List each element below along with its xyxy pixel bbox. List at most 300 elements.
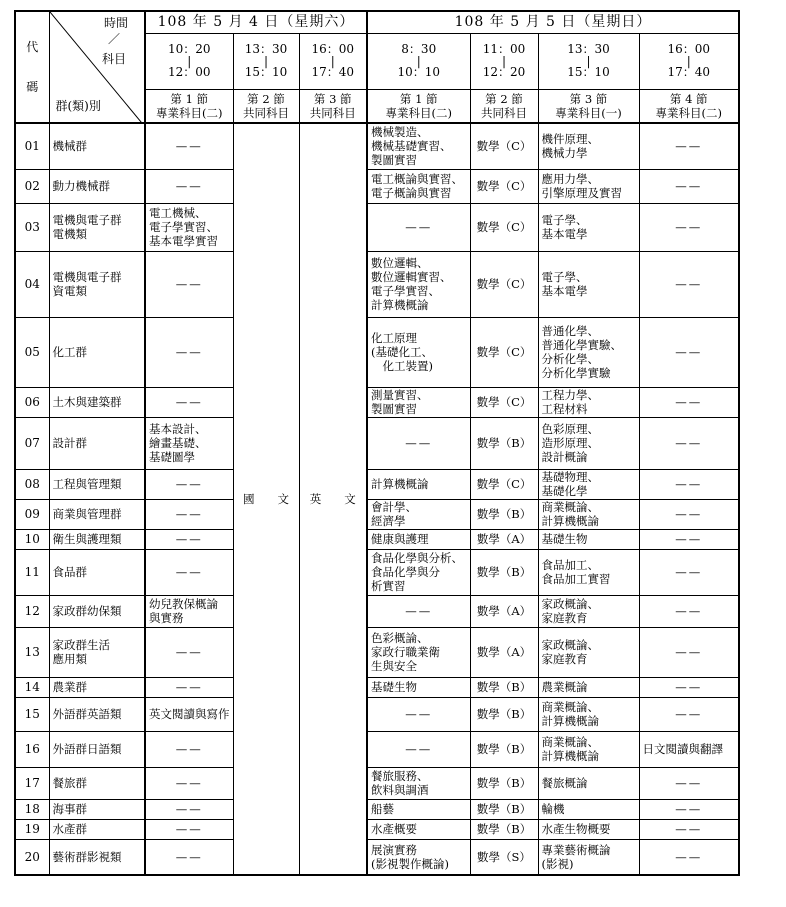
group-name xyxy=(49,731,145,767)
cell-line: (影視) xyxy=(541,856,574,871)
cell-line: 展演實務 xyxy=(371,842,417,857)
group-name xyxy=(49,799,145,819)
d1-s1-subject xyxy=(145,251,233,317)
session-label-2 xyxy=(233,89,299,123)
d2-s1-subject xyxy=(367,595,470,627)
d2-s1-subject xyxy=(367,317,470,387)
group-code: 18 xyxy=(15,799,49,819)
cell-line: —— xyxy=(675,220,703,234)
d2-s2-math: 數學（A） xyxy=(470,529,538,549)
cell-line: —— xyxy=(175,345,203,359)
session-type: 共同科目 xyxy=(481,105,527,120)
time-bar: | xyxy=(416,54,421,68)
d1-s1-subject xyxy=(145,123,233,169)
d2-s3-subject xyxy=(538,767,639,799)
cell-line: —— xyxy=(175,802,203,816)
cell-line: —— xyxy=(175,179,203,193)
cell-line: 計算機概論 xyxy=(371,298,429,312)
session-number: 第 4 節 xyxy=(669,91,708,106)
session-label-1 xyxy=(145,89,233,123)
cell-line: 普通化學、 xyxy=(541,324,599,338)
cell-line: 電子概論與實習 xyxy=(371,186,452,200)
cell-line: 英文閱讀與寫作 xyxy=(149,707,230,721)
cell-line: 商業概論、 xyxy=(541,500,599,514)
d2-s2-math: 數學（B） xyxy=(470,767,538,799)
cell-line: 基礎化學 xyxy=(541,484,588,498)
d2-s4-subject xyxy=(639,799,739,819)
cell-line: —— xyxy=(675,532,703,546)
cell-line: 基礎物理、 xyxy=(541,470,599,484)
d2-s1-subject xyxy=(367,203,470,251)
cell-line: —— xyxy=(175,507,203,521)
session-time-7 xyxy=(639,33,739,89)
cell-line: 應用類 xyxy=(52,652,87,666)
session-number: 第 2 節 xyxy=(247,91,285,106)
cell-line: —— xyxy=(175,277,203,291)
cell-line: —— xyxy=(675,139,703,154)
group-name xyxy=(49,469,145,499)
cell-line: 食品化學與分 xyxy=(371,565,440,579)
corner-slash: ／ xyxy=(107,32,120,46)
group-code: 06 xyxy=(15,387,49,417)
cell-line: —— xyxy=(405,742,433,756)
time-start: 13：30 xyxy=(567,42,610,56)
d2-s3-subject xyxy=(538,387,639,417)
d1-s1-subject xyxy=(145,317,233,387)
cell-line: 家政概論、 xyxy=(541,597,599,611)
group-code: 12 xyxy=(15,595,49,627)
cell-line: 數位邏輯、 xyxy=(371,256,429,270)
cell-line: 商業概論、 xyxy=(541,700,599,714)
d2-s3-subject xyxy=(538,317,639,387)
cell-line: —— xyxy=(175,395,203,409)
d2-s4-subject xyxy=(639,697,739,731)
group-name xyxy=(49,169,145,203)
time-bar: | xyxy=(686,54,691,68)
cell-line: —— xyxy=(675,680,703,694)
group-code: 04 xyxy=(15,251,49,317)
cell-line: 工程與管理類 xyxy=(52,477,122,491)
cell-line: 基本電學 xyxy=(541,284,588,298)
d2-s2-math: 數學（B） xyxy=(470,417,538,469)
cell-line: 繪畫基礎、 xyxy=(149,436,207,450)
cell-line: 機械基礎實習、 xyxy=(371,139,452,154)
cell-line: —— xyxy=(675,477,703,491)
table-row xyxy=(15,627,739,677)
session-label-4 xyxy=(367,89,470,123)
cell-line: 計算機概論 xyxy=(541,714,599,728)
cell-line: 分析化學、 xyxy=(541,352,599,366)
session-number: 第 1 節 xyxy=(170,91,209,106)
session-type: 專業科目(二) xyxy=(655,105,722,120)
d2-s3-subject xyxy=(538,251,639,317)
date-day2: 108 年 5 月 5 日（星期日） xyxy=(367,11,739,33)
group-code: 05 xyxy=(15,317,49,387)
cell-line: —— xyxy=(675,565,703,579)
merged-chinese: 國 文 xyxy=(233,123,299,875)
d2-s1-subject xyxy=(367,417,470,469)
d2-s3-subject xyxy=(538,417,639,469)
cell-line: —— xyxy=(175,849,203,864)
cell-line: 食品加工實習 xyxy=(541,572,611,586)
cell-line: —— xyxy=(675,604,703,618)
session-label-6 xyxy=(538,89,639,123)
group-name xyxy=(49,549,145,595)
cell-line: 造形原理、 xyxy=(541,436,599,450)
corner-subject-label: 科目 xyxy=(101,52,126,66)
d2-s4-subject xyxy=(639,839,739,875)
d2-s3-subject xyxy=(538,839,639,875)
d2-s2-math: 數學（C） xyxy=(470,317,538,387)
time-end: 17：40 xyxy=(311,65,355,79)
cell-line: —— xyxy=(175,139,203,154)
time-end: 12：20 xyxy=(482,65,526,79)
cell-line: 輪機 xyxy=(541,802,565,816)
cell-line: 計算機概論 xyxy=(371,477,429,491)
d1-s1-subject xyxy=(145,469,233,499)
cell-line: —— xyxy=(175,822,203,836)
cell-line: —— xyxy=(675,776,703,790)
d2-s4-subject xyxy=(639,203,739,251)
d2-s1-subject xyxy=(367,627,470,677)
d2-s3-subject xyxy=(538,819,639,839)
cell-line: 機械力學 xyxy=(541,146,588,161)
table-row xyxy=(15,677,739,697)
time-bar: | xyxy=(586,54,591,68)
group-code: 03 xyxy=(15,203,49,251)
d2-s1-subject xyxy=(367,529,470,549)
d2-s3-subject xyxy=(538,595,639,627)
cell-line: 藝術群影視類 xyxy=(52,849,122,864)
session-label-5 xyxy=(470,89,538,123)
table-row xyxy=(15,417,739,469)
session-time-1 xyxy=(145,33,233,89)
time-start: 10：20 xyxy=(167,42,211,56)
d2-s4-subject xyxy=(639,251,739,317)
group-name xyxy=(49,387,145,417)
d2-s2-math: 數學（C） xyxy=(470,123,538,169)
table-row xyxy=(15,499,739,529)
d2-s4-subject xyxy=(639,123,739,169)
cell-line: —— xyxy=(675,395,703,409)
cell-line: 水產群 xyxy=(52,822,87,836)
cell-line: —— xyxy=(675,345,703,359)
cell-line: 分析化學實驗 xyxy=(541,366,611,380)
cell-line: 電機與電子群 xyxy=(52,270,122,284)
group-code: 08 xyxy=(15,469,49,499)
d2-s3-subject xyxy=(538,799,639,819)
group-name xyxy=(49,595,145,627)
cell-line: 數位邏輯實習、 xyxy=(371,270,452,284)
d2-s4-subject xyxy=(639,627,739,677)
table-row xyxy=(15,251,739,317)
d2-s3-subject xyxy=(538,499,639,529)
d2-s3-subject xyxy=(538,731,639,767)
cell-line: 健康與護理 xyxy=(371,532,429,546)
time-bar: | xyxy=(501,54,507,68)
d1-s1-subject xyxy=(145,819,233,839)
cell-line: 飲料與調酒 xyxy=(371,783,429,797)
session-number: 第 1 節 xyxy=(399,91,438,106)
time-start: 16：00 xyxy=(667,42,711,56)
cell-line: 水產概要 xyxy=(371,822,417,836)
table-row xyxy=(15,697,739,731)
d2-s4-subject xyxy=(639,677,739,697)
d2-s4-subject xyxy=(639,469,739,499)
d2-s4-subject xyxy=(639,417,739,469)
cell-line: —— xyxy=(675,849,703,864)
cell-line: 電子學實習、 xyxy=(149,220,218,234)
time-start: 8：30 xyxy=(401,42,437,56)
cell-line: —— xyxy=(675,436,703,450)
d2-s4-subject xyxy=(639,529,739,549)
group-code: 13 xyxy=(15,627,49,677)
table-row xyxy=(15,317,739,387)
d2-s3-subject xyxy=(538,549,639,595)
d2-s3-subject xyxy=(538,123,639,169)
cell-line: 家政群幼保類 xyxy=(52,604,122,618)
group-name xyxy=(49,677,145,697)
d2-s1-subject xyxy=(367,123,470,169)
session-type: 專業科目(二) xyxy=(385,105,452,120)
time-end: 15：10 xyxy=(244,65,288,79)
cell-line: 商業概論、 xyxy=(541,735,599,749)
group-code: 10 xyxy=(15,529,49,549)
cell-line: —— xyxy=(175,477,203,491)
cell-line: 食品加工、 xyxy=(541,558,599,572)
d2-s1-subject xyxy=(367,169,470,203)
group-name xyxy=(49,251,145,317)
cell-line: 土木與建築群 xyxy=(52,395,122,409)
cell-line: 農業群 xyxy=(52,680,87,694)
d2-s3-subject xyxy=(538,627,639,677)
code-header: 代 碼 xyxy=(15,11,49,123)
table-row xyxy=(15,549,739,595)
d2-s3-subject xyxy=(538,529,639,549)
session-type: 專業科目(二) xyxy=(156,105,223,120)
d2-s2-math: 數學（C） xyxy=(470,469,538,499)
d2-s1-subject xyxy=(367,469,470,499)
cell-line: 家政概論、 xyxy=(541,638,599,652)
cell-line: 計算機概論 xyxy=(541,749,599,763)
d2-s1-subject xyxy=(367,731,470,767)
d2-s4-subject xyxy=(639,819,739,839)
d2-s2-math: 數學（C） xyxy=(470,169,538,203)
time-end: 10：10 xyxy=(397,65,441,79)
group-name xyxy=(49,203,145,251)
cell-line: 電機與電子群 xyxy=(52,213,122,227)
table-row xyxy=(15,595,739,627)
group-code: 02 xyxy=(15,169,49,203)
cell-line: (影視製作概論) xyxy=(371,856,449,871)
cell-line: —— xyxy=(405,436,433,450)
d2-s1-subject xyxy=(367,387,470,417)
cell-line: —— xyxy=(405,707,433,721)
d2-s1-subject xyxy=(367,251,470,317)
d2-s4-subject xyxy=(639,595,739,627)
cell-line: 化工裝置) xyxy=(371,359,433,373)
group-name xyxy=(49,123,145,169)
d2-s2-math: 數學（B） xyxy=(470,819,538,839)
d1-s1-subject xyxy=(145,203,233,251)
d1-s1-subject xyxy=(145,767,233,799)
cell-line: 基礎生物 xyxy=(371,680,417,694)
cell-line: 經濟學 xyxy=(371,514,406,528)
d1-s1-subject xyxy=(145,595,233,627)
corner-time-label: 時間 xyxy=(103,16,128,30)
cell-line: 生與安全 xyxy=(371,659,417,673)
merged-english: 英 文 xyxy=(299,123,367,875)
cell-line: 電子學、 xyxy=(541,213,588,227)
session-label-3 xyxy=(299,89,367,123)
group-code: 01 xyxy=(15,123,49,169)
group-name xyxy=(49,417,145,469)
d2-s3-subject xyxy=(538,697,639,731)
cell-line: 基本電學實習 xyxy=(149,234,218,248)
cell-line: 衛生與護理類 xyxy=(52,532,122,546)
cell-line: 動力機械群 xyxy=(52,179,110,193)
cell-line: 設計群 xyxy=(52,436,87,450)
table-row xyxy=(15,123,739,169)
date-day1: 108 年 5 月 4 日（星期六） xyxy=(145,11,367,33)
d2-s2-math: 數學（C） xyxy=(470,387,538,417)
d1-s1-subject xyxy=(145,731,233,767)
cell-line: 家政群生活 xyxy=(52,638,110,652)
cell-line: —— xyxy=(675,507,703,521)
table-row xyxy=(15,767,739,799)
time-end: 17：40 xyxy=(667,65,711,79)
group-name xyxy=(49,317,145,387)
corner-group-label: 群(類)別 xyxy=(55,99,101,113)
d1-s1-subject xyxy=(145,169,233,203)
cell-line: 與實務 xyxy=(149,611,184,625)
session-type: 共同科目 xyxy=(243,105,289,120)
time-bar: | xyxy=(187,54,192,68)
exam-schedule-table xyxy=(14,10,740,876)
time-end: 12：00 xyxy=(167,65,211,79)
cell-line: 電機類 xyxy=(52,227,87,241)
cell-line: —— xyxy=(405,220,433,234)
table-row xyxy=(15,731,739,767)
cell-line: 會計學、 xyxy=(371,500,417,514)
cell-line: 資電類 xyxy=(52,284,87,298)
d2-s2-math: 數學（B） xyxy=(470,731,538,767)
cell-line: 機械群 xyxy=(52,139,87,154)
cell-line: 化工群 xyxy=(52,345,87,359)
session-number: 第 2 節 xyxy=(485,91,523,106)
cell-line: 析實習 xyxy=(371,579,406,593)
cell-line: 電子學實習、 xyxy=(371,284,440,298)
cell-line: 家庭教育 xyxy=(541,611,588,625)
cell-line: 計算機概論 xyxy=(541,514,599,528)
cell-line: 外語群日語類 xyxy=(52,742,122,756)
d2-s3-subject xyxy=(538,169,639,203)
cell-line: —— xyxy=(175,776,203,790)
d2-s1-subject xyxy=(367,819,470,839)
d1-s1-subject xyxy=(145,529,233,549)
d2-s4-subject xyxy=(639,317,739,387)
group-code: 15 xyxy=(15,697,49,731)
table-row xyxy=(15,839,739,875)
d2-s4-subject xyxy=(639,767,739,799)
group-code: 09 xyxy=(15,499,49,529)
d1-s1-subject xyxy=(145,697,233,731)
cell-line: 普通化學實驗、 xyxy=(541,338,622,352)
session-type: 共同科目 xyxy=(309,105,356,120)
d2-s1-subject xyxy=(367,549,470,595)
table-row xyxy=(15,203,739,251)
cell-line: 基礎圖學 xyxy=(149,450,195,464)
cell-line: 農業概論 xyxy=(541,680,588,694)
d2-s2-math: 數學（C） xyxy=(470,251,538,317)
d2-s2-math: 數學（A） xyxy=(470,595,538,627)
cell-line: 水產生物概要 xyxy=(541,822,611,836)
cell-line: —— xyxy=(675,707,703,721)
d1-s1-subject xyxy=(145,839,233,875)
d1-s1-subject xyxy=(145,799,233,819)
cell-line: 電子學、 xyxy=(541,270,588,284)
group-name xyxy=(49,529,145,549)
cell-line: 測量實習、 xyxy=(371,388,429,402)
cell-line: 家政行職業衛 xyxy=(371,645,440,659)
cell-line: 引擎原理及實習 xyxy=(541,186,622,200)
cell-line: 幼兒教保概論 xyxy=(149,597,218,611)
group-name xyxy=(49,767,145,799)
cell-line: 專業藝術概論 xyxy=(541,842,611,857)
table-row xyxy=(15,799,739,819)
cell-line: —— xyxy=(675,277,703,291)
cell-line: 餐旅服務、 xyxy=(371,769,429,783)
cell-line: —— xyxy=(675,802,703,816)
group-code: 07 xyxy=(15,417,49,469)
d2-s1-subject xyxy=(367,767,470,799)
time-end: 15：10 xyxy=(567,65,610,79)
d2-s3-subject xyxy=(538,203,639,251)
cell-line: 色彩原理、 xyxy=(541,422,599,436)
d2-s2-math: 數學（S） xyxy=(470,839,538,875)
session-label-7 xyxy=(639,89,739,123)
d2-s2-math: 數學（B） xyxy=(470,697,538,731)
session-time-3 xyxy=(299,33,367,89)
session-number: 第 3 節 xyxy=(569,91,608,106)
d2-s4-subject xyxy=(639,731,739,767)
cell-line: —— xyxy=(675,645,703,659)
table-row xyxy=(15,169,739,203)
d1-s1-subject xyxy=(145,549,233,595)
group-name xyxy=(49,819,145,839)
cell-line: —— xyxy=(175,565,203,579)
cell-line: —— xyxy=(175,680,203,694)
group-name xyxy=(49,499,145,529)
cell-line: 應用力學、 xyxy=(541,172,599,186)
cell-line: 基本電學 xyxy=(541,227,588,241)
cell-line: 設計概論 xyxy=(541,450,588,464)
corner-header xyxy=(49,11,145,123)
cell-line: 機械製造、 xyxy=(371,125,429,140)
cell-line: 食品群 xyxy=(52,565,87,579)
d2-s1-subject xyxy=(367,839,470,875)
cell-line: 餐旅群 xyxy=(52,776,87,790)
table-row xyxy=(15,529,739,549)
d2-s1-subject xyxy=(367,499,470,529)
table-row xyxy=(15,819,739,839)
session-type: 專業科目(一) xyxy=(555,105,622,120)
session-time-5 xyxy=(470,33,538,89)
cell-line: 家庭教育 xyxy=(541,652,588,666)
cell-line: 外語群英語類 xyxy=(52,707,122,721)
cell-line: —— xyxy=(175,742,203,756)
session-number: 第 3 節 xyxy=(313,91,352,106)
